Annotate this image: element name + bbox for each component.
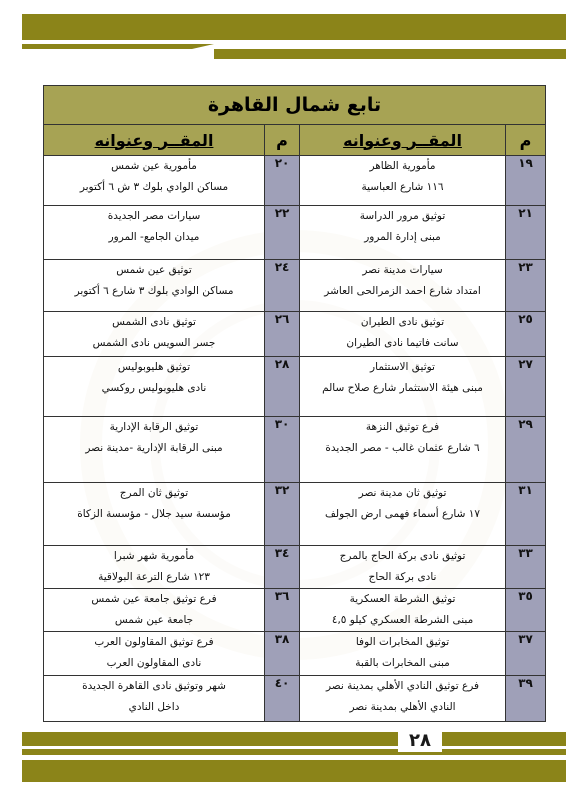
office-name: فرع توثيق النزهة [365,421,440,433]
right-num-cell: ٢١ [506,206,546,260]
office-name: مأمورية عين شمس [111,160,197,172]
right-office-cell [300,632,506,676]
office-address: مبنى الرقابة الإدارية -مدينة نصر [85,442,223,454]
right-office-cell [300,483,506,546]
office-name: توثيق المخابرات الوفا [355,636,450,648]
right-num-cell: ٣٥ [506,589,546,632]
col-header-addr-left: المقــر وعنوانه [44,125,265,156]
right-num-cell: ٢٧ [506,357,546,417]
office-name: سيارات مصر الجديدة [107,210,201,222]
table-row [44,676,546,722]
right-num-cell: ٢٥ [506,312,546,357]
right-office-cell [300,156,506,206]
left-num-cell: ٣٦ [265,589,300,632]
left-office-cell [44,357,265,417]
office-name: توثيق مرور الدراسة [359,210,446,222]
left-num-cell: ٣٠ [265,417,300,483]
table-row [44,417,546,483]
table-row [44,156,546,206]
left-num-cell: ٢٠ [265,156,300,206]
header-stripe [214,49,566,59]
right-num-cell: ٢٩ [506,417,546,483]
office-name: توثيق هليوبوليس [117,361,191,373]
header-notch [192,44,214,49]
table-row [44,357,546,417]
office-address: النادي الأهلي بمدينة نصر [349,701,456,713]
left-office-cell [44,156,265,206]
office-name: توثيق ثان المرج [119,487,189,499]
right-office-cell [300,417,506,483]
table-row [44,483,546,546]
office-address: نادى بركة الحاج [368,571,437,583]
office-address: مبنى إدارة المرور [364,231,441,243]
office-address: جسر السويس نادى الشمس [92,337,216,349]
office-name: مأمورية الظاهر [369,160,436,172]
left-num-cell: ٣٨ [265,632,300,676]
offices-table [43,85,546,722]
office-address: ١٢٣ شارع الترعة البولاقية [98,571,210,583]
table-row [44,589,546,632]
left-office-cell [44,546,265,589]
right-office-cell [300,546,506,589]
office-name: توثيق الرقابة الإدارية [109,421,199,433]
office-address: امتداد شارع احمد الزمرالحى العاشر [324,285,481,297]
footer-bar-bottom [22,760,566,782]
right-office-cell [300,676,506,722]
office-address: سانت فاتيما نادى الطيران [346,337,459,349]
office-name: مأمورية شهر شبرا [113,550,195,562]
office-address: جامعة عين شمس [114,614,194,626]
table-row [44,632,546,676]
office-name: سيارات مدينة نصر [362,264,443,276]
office-address: ١١٦ شارع العباسية [361,181,444,193]
office-address: مبنى الشرطة العسكري كيلو ٤,٥ [331,614,474,626]
right-office-cell [300,206,506,260]
office-name: فرع توثيق جامعة عين شمس [91,593,217,605]
right-num-cell: ٣٧ [506,632,546,676]
left-num-cell: ٢٤ [265,260,300,312]
left-office-cell [44,632,265,676]
table-row [44,546,546,589]
office-address: نادى هليوبوليس روكسي [101,382,207,394]
left-num-cell: ٢٨ [265,357,300,417]
right-office-cell [300,357,506,417]
right-office-cell [300,312,506,357]
left-num-cell: ٣٢ [265,483,300,546]
office-name: شهر وتوثيق نادى القاهرة الجديدة [82,680,226,692]
office-address: مبنى هيئة الاستثمار شارع صلاح سالم [322,382,483,394]
office-name: فرع توثيق النادي الأهلي بمدينة نصر [325,680,480,692]
header-thin-bar [22,44,192,49]
office-address: داخل النادي [128,701,180,713]
right-num-cell: ٣٣ [506,546,546,589]
right-office-cell [300,589,506,632]
footer-bar-thin [22,749,566,755]
right-num-cell: ٣٩ [506,676,546,722]
left-num-cell: ٤٠ [265,676,300,722]
left-office-cell [44,483,265,546]
header-bar [22,14,566,40]
left-num-cell: ٢٢ [265,206,300,260]
right-office-cell [300,260,506,312]
left-office-cell [44,417,265,483]
office-name: توثيق الشرطة العسكرية [349,593,456,605]
office-address: نادى المقاولون العرب [106,657,202,669]
office-address: ٦ شارع عثمان غالب - مصر الجديدة [325,442,480,454]
left-office-cell [44,206,265,260]
office-address: مساكن الوادي بلوك ٣ شارع ٦ أكتوبر [74,285,234,297]
left-office-cell [44,260,265,312]
office-address: ١٧ شارع أسماء فهمى ارض الجولف [325,508,480,520]
left-office-cell [44,312,265,357]
footer-bar-top [22,732,566,746]
office-name: توثيق ثان مدينة نصر [358,487,447,499]
table-row [44,260,546,312]
office-name: توثيق الاستثمار [370,361,435,373]
office-name: فرع توثيق المقاولون العرب [94,636,214,648]
table-row [44,206,546,260]
left-office-cell [44,676,265,722]
right-num-cell: ١٩ [506,156,546,206]
right-num-cell: ٢٣ [506,260,546,312]
office-address: ميدان الجامع- المرور [108,231,200,243]
col-header-num-left: م [265,125,300,156]
table-row [44,312,546,357]
office-name: توثيق عين شمس [116,264,192,276]
office-name: توثيق نادى الطيران [360,316,445,328]
col-header-num-right: م [506,125,546,156]
left-num-cell: ٣٤ [265,546,300,589]
office-address: مؤسسة سيد جلال - مؤسسة الزكاة [77,508,231,520]
left-office-cell [44,589,265,632]
table-title: تابع شمال القاهرة [44,86,546,125]
page-number: ٢٨ [398,730,442,752]
office-name: توثيق نادى بركة الحاج بالمرج [339,550,466,562]
office-name: توثيق نادى الشمس [112,316,196,328]
col-header-addr-right: المقــر وعنوانه [300,125,506,156]
office-address: مبنى المخابرات بالقبة [355,657,450,669]
right-num-cell: ٣١ [506,483,546,546]
left-num-cell: ٢٦ [265,312,300,357]
office-address: مساكن الوادي بلوك ٣ ش ٦ أكتوبر [79,181,229,193]
